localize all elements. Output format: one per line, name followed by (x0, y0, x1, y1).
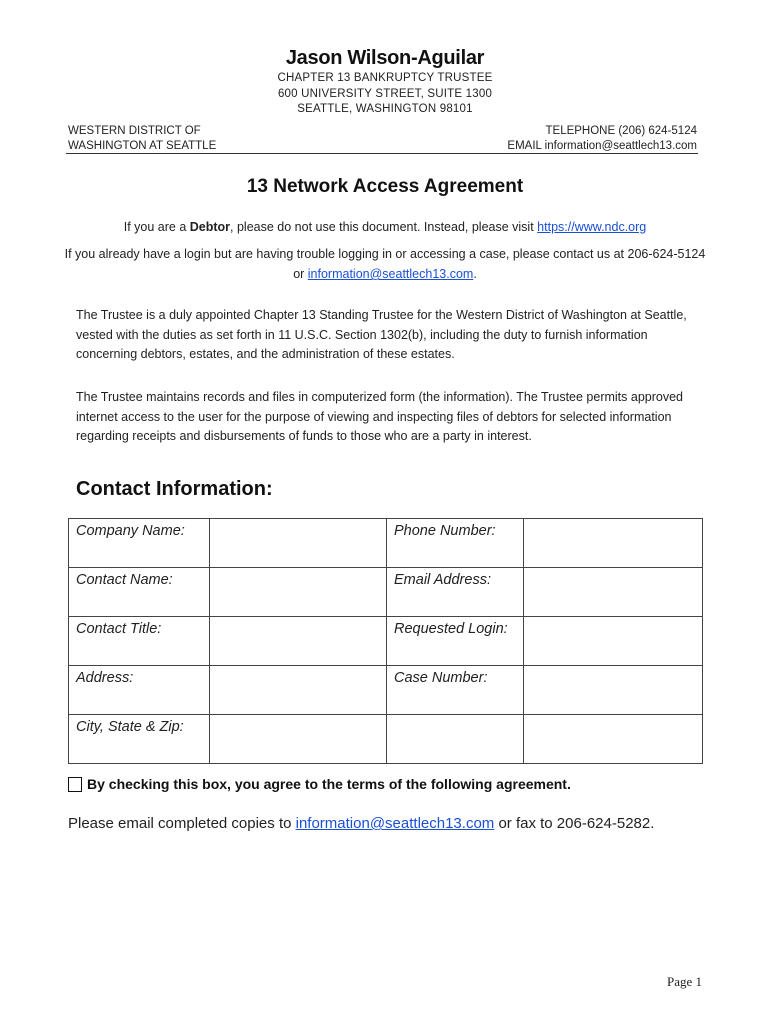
empty-cell (387, 715, 524, 764)
phone-number-field[interactable] (524, 519, 703, 568)
agreement-checkbox[interactable] (68, 777, 82, 792)
district-line-1: WESTERN DISTRICT OF (68, 125, 201, 137)
email-address-label: Email Address: (387, 568, 524, 617)
submission-email-link[interactable]: information@seattlech13.com (295, 815, 495, 832)
login-notice (60, 244, 710, 284)
submission-prefix: Please email completed copies to (68, 815, 296, 832)
login-notice-suffix: . (473, 267, 477, 281)
street-address: 600 UNIVERSITY STREET, SUITE 1300 (277, 88, 493, 100)
phone-number-label: Phone Number: (387, 519, 524, 568)
trustee-role: CHAPTER 13 BANKRUPTCY TRUSTEE (277, 72, 493, 84)
address-label: Address: (69, 666, 210, 715)
trustee-name: Jason Wilson-Aguilar (285, 47, 485, 69)
email-address-field[interactable] (524, 568, 703, 617)
contact-block (507, 124, 697, 154)
company-name-label: Company Name: (69, 519, 210, 568)
debtor-notice-prefix: If you are a (123, 220, 190, 234)
table-row (69, 568, 703, 617)
empty-cell (524, 715, 703, 764)
debtor-notice-middle: , please do not use this document. Instead, please visit (230, 220, 538, 234)
records-paragraph: The Trustee maintains records and files in computerized form (the information). The Trustee permits approved internet access to the user for the purpose of viewing and inspecting files of debtors for selected information regarding receipts and disbursements of funds to those who are a party in interest. (76, 390, 683, 443)
agreement-row (68, 776, 571, 792)
document-title: 13 Network Access Agreement (246, 176, 524, 197)
login-notice-text: If you already have a login but are having trouble logging in or accessing a case, please contact us at 206-624-5124 or (64, 247, 706, 281)
login-notice-email-link[interactable]: information@seattlech13.com (307, 267, 474, 281)
district-line-2: WASHINGTON AT SEATTLE (68, 140, 217, 152)
city-address: SEATTLE, WASHINGTON 98101 (297, 103, 473, 115)
agreement-label: By checking this box, you agree to the terms of the following agreement. (87, 776, 571, 792)
debtor-notice (0, 217, 770, 237)
contact-name-label: Contact Name: (69, 568, 210, 617)
requested-login-label: Requested Login: (387, 617, 524, 666)
header-divider (66, 153, 698, 154)
table-row (69, 617, 703, 666)
contact-heading: Contact Information: (76, 478, 273, 500)
table-row (69, 519, 703, 568)
city-state-zip-field[interactable] (210, 715, 387, 764)
submission-instructions (68, 814, 668, 834)
case-number-field[interactable] (524, 666, 703, 715)
requested-login-field[interactable] (524, 617, 703, 666)
case-number-label: Case Number: (387, 666, 524, 715)
contact-title-field[interactable] (210, 617, 387, 666)
district-block (68, 124, 216, 154)
table-row (69, 715, 703, 764)
company-name-field[interactable] (210, 519, 387, 568)
contact-name-field[interactable] (210, 568, 387, 617)
page-number: Page 1 (666, 974, 702, 989)
debtor-notice-bold: Debtor (189, 220, 231, 234)
table-row (69, 666, 703, 715)
submission-suffix: or fax to 206-624-5282. (494, 815, 655, 832)
trustee-paragraph: The Trustee is a duly appointed Chapter 13 Standing Trustee for the Western District of Washington at Seattle, vested with the duties as set forth in 11 U.S.C. Section 1302(b), including the duty to furnish information concerning debtors, estates, and the administration of these estates. (76, 308, 687, 361)
email-line: EMAIL information@seattlech13.com (507, 140, 697, 152)
contact-title-label: Contact Title: (69, 617, 210, 666)
address-field[interactable] (210, 666, 387, 715)
ndc-link[interactable]: https://www.ndc.org (537, 220, 647, 234)
telephone-line: TELEPHONE (206) 624-5124 (545, 125, 697, 137)
contact-form-table (68, 518, 703, 764)
city-state-zip-label: City, State & Zip: (69, 715, 210, 764)
